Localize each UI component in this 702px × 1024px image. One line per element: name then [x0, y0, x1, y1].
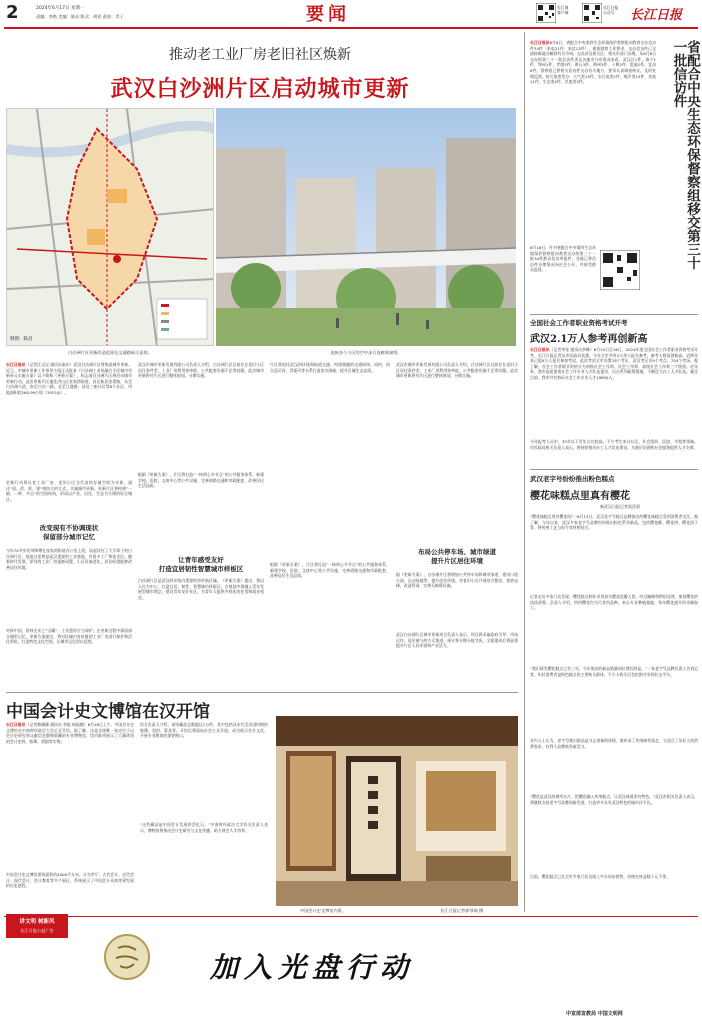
qr-code-wechat [582, 3, 602, 23]
article3-qr [600, 250, 640, 290]
article4-rule [530, 469, 698, 470]
museum-photo [276, 716, 518, 906]
masthead-rule [4, 27, 698, 29]
article3-body [530, 40, 656, 245]
corridor-rendering-photo [216, 108, 516, 346]
article1-headline: 武汉白沙洲片区启动城市更新 [110, 76, 410, 102]
banner-top-rule [4, 916, 698, 917]
article3-lead-tag: 长江日报讯 [530, 40, 550, 45]
photo-caption: 连接各个小区的空中步行连廊效果图。 [330, 350, 402, 355]
subhead-1: 改变现有不协调现状 保留部分城市记忆 [39, 524, 99, 541]
article5-subhead: 樱花味糕点里真有樱花 [530, 491, 630, 502]
article2-headline: 中国会计史文博馆在汉开馆 [6, 702, 210, 722]
article2-body1: 中国会计史文博馆建筑面积约4000平方米，分为序厅、古代会计、近代会计、现代会计、会计教育等多个展区，系统展示了中国会计从萌芽到发展的历史进程。 [6, 872, 134, 889]
article2-body3: “这些藏品是中国会计发展的活化石。”中南财经政法大学有关负责人表示，博物馆将推动会计史研究与文化传播，助力财会人才培养。 [140, 822, 268, 833]
banner-tag [6, 914, 68, 938]
article1-lead [6, 362, 132, 480]
banner-credit: 中宣部宣教局 中国文明网 [566, 1011, 623, 1017]
masthead-date: 2024年6月17日 星期一 [36, 6, 85, 11]
banner-slogan: 加入光盘行动 [210, 951, 415, 984]
article4-body2: 今年报考人员中，35岁以下青年占比较高，不少考生来自社区、社会组织、医院、学校等领域。市民政局相关负责人表示，将持续推动社工人才队伍建设，为基层治理和社会服务提供人才支撑。 [530, 439, 698, 450]
article1-body4: 武汉市城市更新发展有限公司负责人介绍，白沙洲片区目前存在老旧小区居住条件差、工业厂房利用效率低、公共配套设施不足等问题。此次城市更新将对片区进行整体规划，分期实施。 [138, 362, 264, 379]
article1-body9: 武汉白沙洲片区城市更新项目负责人表示，项目将采取政府引导、市场运作、居民参与的方式推进，预计将分期分批完成，全面建成后将显著提升片区人居环境和产业活力。 [396, 632, 518, 649]
map-caption: 白沙洲片区更新改造范围及交通路网示意图。 [68, 350, 152, 355]
section-title: 要闻 [306, 4, 350, 25]
lead-text: （记者汪文汉 通讯员霍东）武汉白沙洲片区将推进城市更新。近日，市城市更新工作领导小组正式批复《白沙洲工业风融合半径城市更新单元实施方案》以下简称《更新方案》，标志着白沙洲片区将启动城市更新行动。此次更新片区地处洪山区张家湾街道，西至新武金堤路，东至白沙洲大道，南至白沙二路，北至江盛路，涉及三座社区等8个社区，用地面积约260.99公顷（3915亩）。 [6, 362, 132, 395]
article4-subhead: 武汉2.1万人参考再创新高 [530, 334, 648, 345]
article2-lead-tag: 长江日报讯 [6, 722, 26, 727]
banner-seal [104, 934, 150, 980]
article3-text: 6月8日，省配合中央第四生态环境保护督察组向我省交办信访件34件（来电21件，来信13件）。根据督察工作要求，交办信访件已全部按属地分解到有关市州，交办涉及相关区、相关市部门办理。从6月8日交办的第三十一批信访件涉及各地市分布情况来看，武汉区1件、咸宁1件、鄂州1件，孝感3件、黄石3件、荆州3件、十堰2件、恩施2件、宜昌6件。督察组已将相关信访件交办有关地方，要求认真调查核实，及时处理反馈。按污染类型分：大气类13件，水污染类2件，噪声类15件，其他11件，生态类4件，其他类3件。 [530, 40, 656, 85]
article5-body: “樱花味糕点里有樱花吗？”6月13日，武汉老字号糕点品牌推出的樱花味糕点受到消费者关注。据了解，今年以来，武汉多家老字号品牌纷纷推出粉色系列新品，包括樱花酥、樱花饼、樱花团子等，将传统工艺与时令食材相结合。 [530, 514, 698, 531]
article1-body2: 今年70多岁的刘师傅在张家湾街道办公室上班，谈起居住了大半辈子的白沙洲片区，他说这里曾是武汉重要的工业基地，有很多工厂和宿舍区。随着时代发展，原有的工业厂房逐渐闲置，小区设施老化，居民盼望能够改善居住环境。 [6, 548, 132, 570]
newspaper-logo: 长江日报 [630, 8, 683, 23]
qr-label-app: 长江网 客户端 [557, 5, 569, 15]
article3-body2: 6月16日，针对省配合中央第四生态环境保护督察组向我省交办的第三十一批34件群众信访举报件，各地已将信访件办理情况向社会公开，并接受群众监督。 [530, 245, 596, 273]
article1-body6: 白沙洲片区是武汉四环线内重要的待更新区域。《更新方案》提出，将以人民为中心，打造宜居、韧性、智慧城市样板区。在规划中将融入青年发展型城市理念，建设青年友好社区，为青年人提供多样化的住房和就业机会。 [138, 578, 264, 600]
article2-lead-text: （记者韩珊珊 通讯员 李振 杨振娥）6月16日上午，中国会计史文博馆在中南财经政法大学正式开馆。据了解，这是全球唯一家定位于以会计史研究和文献信息整理收藏的专业博物馆，馆内陈列展示了大量珍贵的会计史料、账簿、票据等实物。 [6, 722, 134, 744]
article4-headline: 全国社会工作者职业资格考试开考 [530, 319, 628, 327]
lead-tag: 长江日报讯 [6, 362, 26, 367]
page-number: 2 [6, 2, 19, 23]
article5-body6: 目前，樱花糕点已在全市多家门店及线上平台同步销售，价格在每盒数十元不等。 [530, 874, 671, 879]
article5-body5: “樱花是武汉的城市名片，把樱花融入传统糕点，让武汉味道更有特色。”武汉市相关负责人表示，将继续支持老字号品牌创新发展，打造更多具有武汉特色的城市伴手礼。 [530, 794, 698, 805]
masthead-editors: 责编：李艳 美编：陈昌 版式：胡祥 责校：青子 [36, 14, 124, 19]
subhead-2: 让青年感受友好 打造宜居韧性智慧城市样板区 [158, 556, 244, 573]
article1-body3: 对探中国，资料企业之“宝藏”、工业遗存应当保护，在更新过程中保留部分城市记忆。更新方案提出，将对区域内有价值的工业厂房进行保护和活化利用，打造特色文化空间，让城市记忆得以延续。 [6, 628, 132, 645]
qr-code-app [536, 3, 556, 23]
article1-body1: 更新行动将以老工业厂房、老旧小区为代表的存量空间为对象，通过“留、改、拆、建”相结合的方式，实施城市更新。更新片区将构建“一轴、一带、多点”的空间结构，形成以产业、居住、生态为支撑的综合城区。 [6, 480, 132, 502]
article5-body4: 业内人士认为，老字号推出新品是守正创新的体现，既传承了传统制作技艺，又迎合了年轻人的消费需求，有利于品牌焕发新活力。 [530, 738, 698, 749]
article1-bottom-rule [6, 692, 518, 693]
article4-lead-tag: 长江日报讯 [530, 347, 550, 352]
article4-text: （记者李金 通讯员李峰）6月15日至16日，2024年度全国社会工作者职业资格考试开考，长江日报记者从市民政局获悉，今年全市共有2万余人报名参考，参考人数再创新高。近两年来已超4万人报名参加考试。此次考试全市设置18个考区，武汉考区设9个考点，704个考场。据了解，社会工作者职业资格分为初级社会工作师、社会工作师、高级社会工作师三个级别。近年来，我市高度重视社会工作专业人才队伍建设，出台系列政策措施，不断壮大社工人才队伍。截至目前，我市共有持证社会工作专业人才19850人。 [530, 347, 698, 380]
article5-body3: “我们研发樱花糕点已有三年，今年推出的新品销量同比增长明显。”一家老字号品牌负责人告诉记者，年轻消费者是粉色糕点的主要购买群体，不少人购买后会拍照分享到社交平台。 [530, 666, 698, 677]
article5-headline: 武汉老字号纷纷推出粉色糕点 [530, 475, 615, 483]
article3-headline: 省配合中央生态环保督察组移交第三十一批信访件 [670, 40, 700, 270]
banner-tag-top: 讲文明 树新风 [19, 919, 55, 925]
qr-label-wechat: 长江日报 公众号 [603, 5, 619, 15]
article2-body2: 馆方负责人介绍，该馆藏品总数超过1万件，其中包括从宋代至民国时期的账簿、契约、算具等。开馆后将面向社会公众开放，成为展示会计文化、开展专业教育的重要窗口。 [140, 722, 268, 739]
right-column-divider [524, 32, 525, 912]
article1-body8b: 武汉市城市更新发展有限公司负责人介绍，白沙洲片区目前存在老旧小区居住条件差、工业厂房利用效率低、公共配套设施不足等问题。此次城市更新将对片区进行整体规划，分期实施。 [396, 362, 518, 379]
article1-body5: 根据《更新方案》，片区将打造“一核两心多节点”的公共服务体系，新建学校、医院、文体中心等公共设施，完善道路交通和市政配套，改善居民生活品质。 [138, 472, 264, 489]
district-map [6, 108, 214, 346]
article5-body2: 记者走访多家门店发现，樱花糕点制作采用真实樱花花瓣入馅，经过腌制和烘焙处理，保留樱花的淡淡清香。负责人介绍，所用樱花均为可食用品种，来自专业种植基地，每年樱花盛开时采摘加工。 [530, 594, 698, 611]
article1-kicker: 推动老工业厂房老旧社区焕新 [169, 47, 351, 63]
article3-rule [530, 314, 698, 315]
article1-body7: 片区将依托武汉四环线和轨道交通，构建便捷的交通网络。同时，结合巡司河、青菱河等水系打造滨水绿廊，提升区域生态品质。 [270, 362, 390, 373]
article5-byline: 新武汉日报记者叙沃骄 [600, 504, 640, 509]
article2-lead [6, 722, 134, 872]
banner-tag-bottom: 长江日报公益广告 [20, 928, 54, 933]
museum-photo-credit: 长江日报记者郭琴瑞 摄 [440, 908, 484, 913]
museum-caption: 中国会计史文博馆内景。 [300, 908, 347, 913]
article1-body8: 据《更新方案》，白沙洲片区将增加公共停车场和城市绿道，建设口袋公园、运动场地等，提升居住环境。对老旧小区开展综合整治，加装电梯，改造管网，完善无障碍设施。 [396, 572, 518, 589]
subhead-3: 布局公共停车场、城市绿道 提升片区居住环境 [418, 548, 496, 565]
map-credit: 制图：陈昌 [10, 337, 33, 342]
article1-body7b: 根据《更新方案》，片区将打造“一核两心多节点”的公共服务体系，新建学校、医院、文体中心等公共设施，完善道路交通和市政配套，改善居民生活品质。 [270, 562, 390, 579]
article4-body [530, 347, 698, 439]
